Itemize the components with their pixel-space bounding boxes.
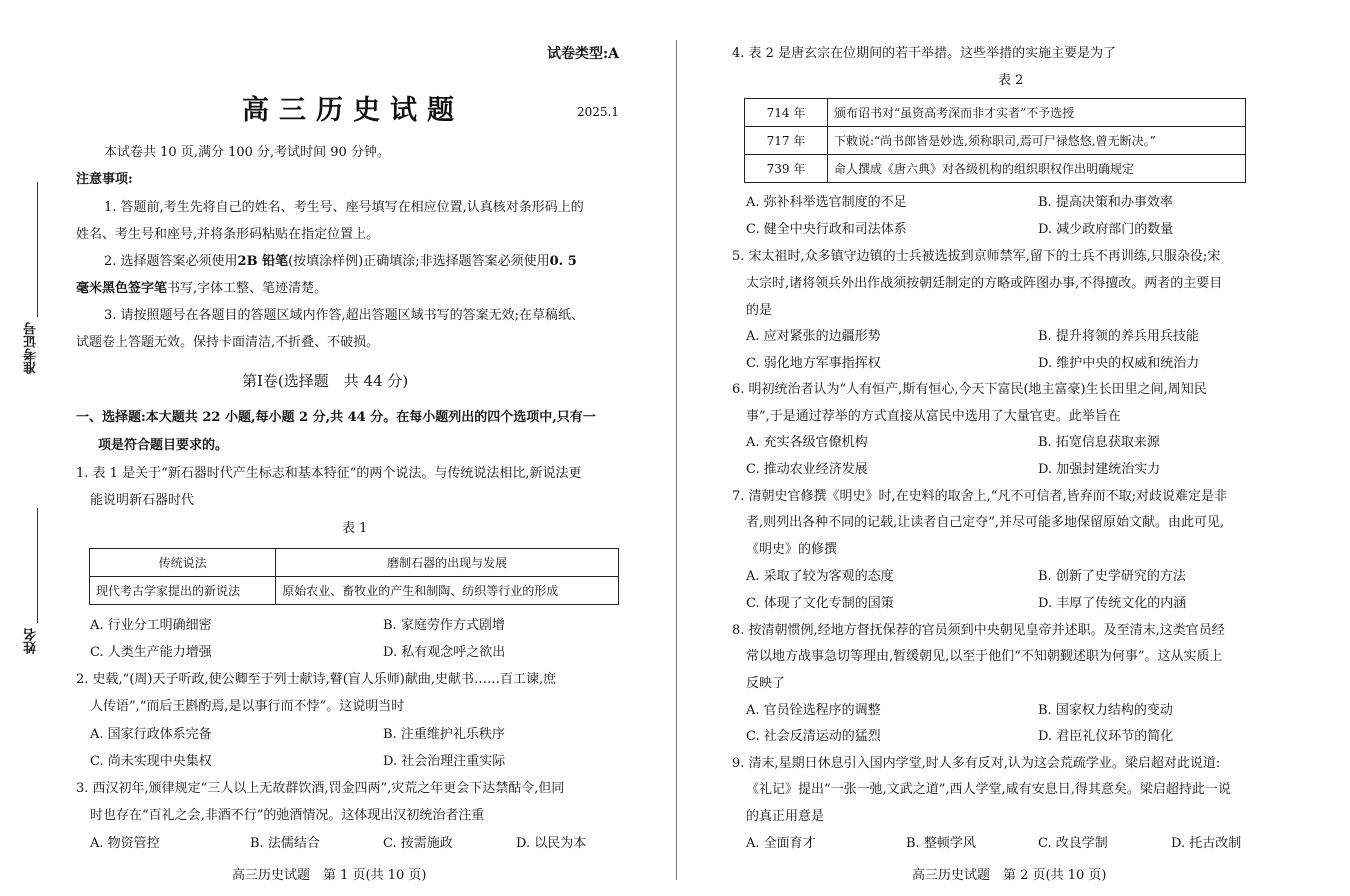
table-cell: 命人撰成《唐六典》对各级机构的组织职权作出明确规定	[828, 155, 1246, 183]
q4-option-c[interactable]: C. 健全中央行政和司法体系	[746, 222, 907, 237]
part1-heading-a: 一、选择题:本大题共 22 小题,每小题 2 分,共 44 分。在每小题列出的四个选项中,只有一	[76, 410, 596, 425]
notice-1b: 姓名、考生号和座号,并将条形码粘贴在指定位置上。	[76, 227, 380, 242]
q6-option-c[interactable]: C. 推动农业经济发展	[746, 462, 868, 477]
q1-line-b: 能说明新石器时代	[90, 493, 195, 508]
table-row	[745, 127, 1246, 155]
table-row	[90, 549, 619, 577]
notice-2b-rest: 书写,字体工整、笔迹清楚。	[167, 281, 328, 296]
q3-option-c[interactable]: C. 按需施政	[383, 836, 453, 851]
q5-option-b[interactable]: B. 提升将领的养兵用兵技能	[1038, 329, 1199, 344]
table-2	[744, 98, 1246, 183]
q2-line-b: 人传语”,“而后王斟酌焉,是以事行而不悖”。这说明当时	[90, 699, 405, 714]
q7-line-a: 7. 清朝史官修撰《明史》时,在史料的取舍上,“凡不可信者,皆弃而不取;对歧说难定是非	[732, 489, 1227, 504]
q2-option-c[interactable]: C. 尚未实现中央集权	[90, 754, 212, 769]
table-cell: 原始农业、畜牧业的产生和制陶、纺织等行业的形成	[276, 577, 619, 605]
page-title: 高三历史试题	[242, 95, 464, 126]
q5-option-d[interactable]: D. 维护中央的权威和统治力	[1038, 356, 1200, 371]
page-footer-2: 高三历史试题 第 2 页(共 10 页)	[912, 868, 1107, 883]
q5-line-a: 5. 宋太祖时,众多镇守边镇的士兵被选拔到京师禁军,留下的士兵不再训练,只服杂役;宋	[732, 249, 1221, 264]
q8-option-d[interactable]: D. 君臣礼仪环节的简化	[1038, 729, 1174, 744]
q6-line-b: 事”,于是通过荐举的方式直接从富民中选用了大量官吏。此举旨在	[746, 409, 1121, 424]
table1-caption: 表 1	[342, 521, 368, 536]
notice-2b-bold: 毫米黑色签字笔	[76, 281, 168, 296]
q8-option-b[interactable]: B. 国家权力结构的变动	[1038, 703, 1173, 718]
q9-option-c[interactable]: C. 改良学制	[1038, 836, 1108, 851]
q9-line-b: 《礼记》提出“一张一弛,文武之道”,西人学堂,咸有安息日,得其意矣。梁启超持此一说	[746, 782, 1231, 797]
name-label: 姓名	[24, 628, 39, 654]
q8-option-a[interactable]: A. 官员铨选程序的调整	[746, 703, 881, 718]
q6-option-a[interactable]: A. 充实各级官僚机构	[746, 435, 868, 450]
q8-line-a: 8. 按清朝惯例,经地方督抚保荐的官员须到中央朝见皇帝并述职。及至清末,这类官员经	[732, 623, 1225, 638]
q9-option-a[interactable]: A. 全面育才	[746, 836, 816, 851]
q3-line-a: 3. 西汉初年,颁律规定“三人以上无故群饮酒,罚金四两”,灾荒之年更会下达禁酤令,但同	[76, 781, 565, 796]
q3-option-a[interactable]: A. 物资管控	[90, 836, 160, 851]
table-cell: 739 年	[745, 155, 828, 183]
table-row	[745, 99, 1246, 127]
q2-option-b[interactable]: B. 注重维护礼乐秩序	[383, 727, 505, 742]
q7-option-c[interactable]: C. 体现了文化专制的国策	[746, 596, 894, 611]
q4-option-a[interactable]: A. 弥补科举选官制度的不足	[746, 195, 907, 210]
q8-line-b: 常以地方战事急切等理由,暂缓朝见,以至于他们“不知朝觐述职为何事”。这从实质上	[746, 649, 1223, 664]
q5-line-b: 太宗时,诸将领兵外出作战须按朝廷制定的方略或阵图办事,不得擅改。两者的主要目	[746, 276, 1223, 291]
q7-line-c: 《明史》的修撰	[746, 542, 838, 557]
notice-2b	[76, 281, 327, 297]
notice-2a-bold2: 0. 5	[549, 254, 577, 269]
section-heading: 第Ⅰ卷(选择题 共 44 分)	[242, 372, 409, 390]
q3-line-b: 时也存在“百礼之会,非酒不行”的弛酒情况。这体现出汉初统治者注重	[90, 808, 485, 823]
notice-3a: 3. 请按照题号在各题目的答题区域内作答,超出答题区域书写的答案无效;在草稿纸、	[104, 308, 585, 323]
page-1	[72, 0, 624, 896]
q5-option-c[interactable]: C. 弱化地方军事指挥权	[746, 356, 881, 371]
q9-option-b[interactable]: B. 整顿学风	[906, 836, 976, 851]
q1-option-d[interactable]: D. 私有观念呼之欲出	[383, 645, 506, 660]
paper-type: 试卷类型:A	[546, 46, 619, 62]
table-row	[745, 155, 1246, 183]
q8-line-c: 反映了	[746, 676, 786, 691]
q9-line-c: 的真正用意是	[746, 809, 825, 824]
notice-2a	[104, 254, 577, 270]
notice-2a-bold: 2B 铅笔	[237, 254, 289, 269]
q7-option-a[interactable]: A. 采取了较为客观的态度	[746, 569, 894, 584]
q2-option-a[interactable]: A. 国家行政体系完备	[90, 727, 212, 742]
table-cell: 现代考古学家提出的新说法	[90, 577, 276, 605]
table2-caption: 表 2	[998, 73, 1024, 88]
q7-option-b[interactable]: B. 创新了史学研究的方法	[1038, 569, 1186, 584]
q7-line-b: 者,则列出各种不同的记载,让读者自己定夺”,并尽可能多地保留原始文献。由此可见,	[746, 515, 1225, 530]
q4-option-d[interactable]: D. 减少政府部门的数量	[1038, 222, 1174, 237]
table-cell: 磨制石器的出现与发展	[276, 549, 619, 577]
q1-line-a: 1. 表 1 是关于“新石器时代产生标志和基本特征”的两个说法。与传统说法相比,新说法更	[76, 466, 582, 481]
column-divider	[676, 40, 677, 880]
part1-heading-b: 项是符合题目要求的。	[98, 438, 229, 453]
table-cell: 颁布诏书对“虽资高考深而非才实者”不予选授	[828, 99, 1246, 127]
notice-2a-text: 2. 选择题答案必须使用	[104, 254, 238, 269]
table-cell: 下敕说:“尚书郎皆是妙选,须称职司,焉可尸禄悠悠,曾无断决。”	[828, 127, 1246, 155]
q3-option-d[interactable]: D. 以民为本	[516, 836, 587, 851]
q6-option-d[interactable]: D. 加强封建统治实力	[1038, 462, 1161, 477]
exam-no-label: 准考证号	[24, 322, 39, 374]
q6-option-b[interactable]: B. 拓宽信息获取来源	[1038, 435, 1160, 450]
q1-option-c[interactable]: C. 人类生产能力增强	[90, 645, 212, 660]
notice-3b: 试题卷上答题无效。保持卡面清洁,不折叠、不破损。	[76, 335, 380, 350]
table-1	[89, 548, 619, 605]
q4-line: 4. 表 2 是唐玄宗在位期间的若干举措。这些举措的实施主要是为了	[732, 46, 1117, 61]
q9-line-a: 9. 清末,星期日休息引入国内学堂,时人多有反对,认为这会荒疏学业。梁启超对此说道:	[732, 756, 1221, 771]
page-2	[728, 0, 1280, 896]
q3-option-b[interactable]: B. 法儒结合	[250, 836, 320, 851]
q6-line-a: 6. 明初统治者认为“人有恒产,斯有恒心,今天下富民(地主富豪)生长田里之间,周知民	[732, 382, 1207, 397]
notice-heading: 注意事项:	[76, 172, 133, 187]
q8-option-c[interactable]: C. 社会反清运动的猛烈	[746, 729, 881, 744]
q2-line-a: 2. 史载,“(周)天子听政,使公卿至于列士献诗,瞽(盲人乐师)献曲,史献书……百工谏,庶	[76, 672, 557, 687]
table-cell: 717 年	[745, 127, 828, 155]
q4-option-b[interactable]: B. 提高决策和办事效率	[1038, 195, 1173, 210]
q9-option-d[interactable]: D. 托古改制	[1171, 836, 1242, 851]
q5-line-c: 的是	[746, 303, 773, 318]
intro-text: 本试卷共 10 页,满分 100 分,考试时间 90 分钟。	[104, 145, 390, 160]
q1-option-b[interactable]: B. 家庭劳作方式剧增	[383, 618, 505, 633]
page-footer-1: 高三历史试题 第 1 页(共 10 页)	[232, 868, 427, 883]
notice-2a-rest: (按填涂样例)正确填涂;非选择题答案必须使用	[288, 254, 550, 269]
q7-option-d[interactable]: D. 丰厚了传统文化的内涵	[1038, 596, 1187, 611]
exam-date: 2025.1	[577, 105, 619, 119]
name-line	[37, 508, 38, 623]
q1-option-a[interactable]: A. 行业分工明确细密	[90, 618, 212, 633]
q2-option-d[interactable]: D. 社会治理注重实际	[383, 754, 506, 769]
table-row	[90, 577, 619, 605]
table-cell: 传统说法	[90, 549, 276, 577]
notice-1a: 1. 答题前,考生先将自己的姓名、考生号、座号填写在相应位置,认真核对条形码上的	[104, 200, 584, 215]
table-cell: 714 年	[745, 99, 828, 127]
exam-no-line	[37, 182, 38, 317]
q5-option-a[interactable]: A. 应对紧张的边疆形势	[746, 329, 881, 344]
